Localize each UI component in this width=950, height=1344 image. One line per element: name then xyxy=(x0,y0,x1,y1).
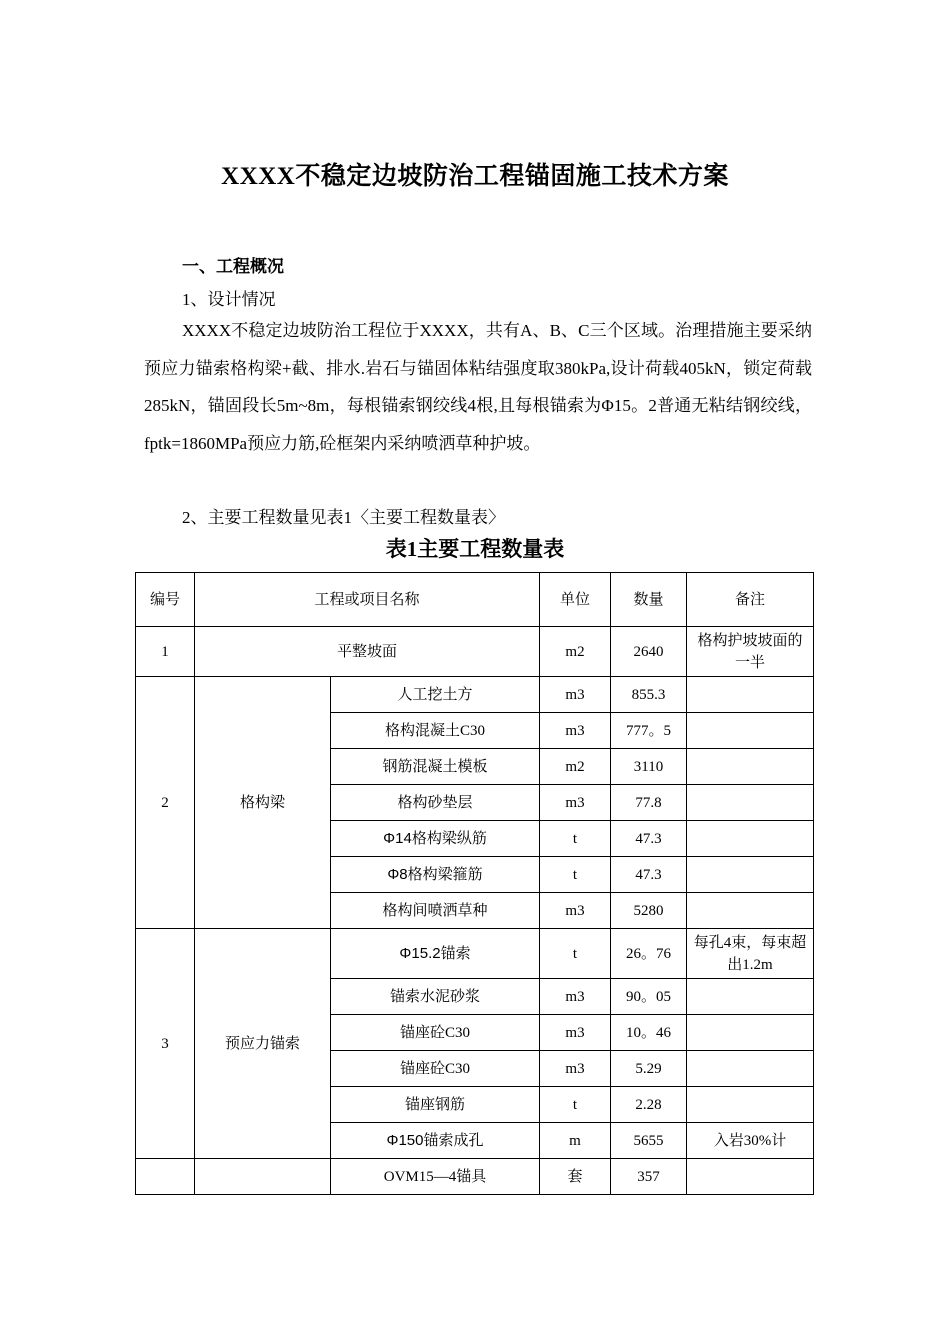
item-note xyxy=(687,1051,814,1087)
item-name: 锚座砼C30 xyxy=(331,1015,540,1051)
item-note: 每孔4束，每束超出1.2m xyxy=(687,929,814,979)
row-no: 1 xyxy=(136,627,195,677)
table-header-row xyxy=(136,573,814,627)
item-qty: 47.3 xyxy=(611,857,687,893)
item-qty: 5280 xyxy=(611,893,687,929)
item-unit: t xyxy=(540,1087,611,1123)
item-unit: m3 xyxy=(540,1015,611,1051)
item-qty: 3110 xyxy=(611,749,687,785)
row-qty: 2640 xyxy=(611,627,687,677)
group-no: 3 xyxy=(136,929,195,1159)
header-unit: 单位 xyxy=(540,573,611,627)
item-qty: 855.3 xyxy=(611,677,687,713)
item-unit: m3 xyxy=(540,893,611,929)
item-unit: m3 xyxy=(540,1051,611,1087)
item-name: Φ8格构梁箍筋 xyxy=(331,857,540,893)
item-unit: m3 xyxy=(540,713,611,749)
row-unit: m2 xyxy=(540,627,611,677)
item-unit: m3 xyxy=(540,979,611,1015)
item-qty: 357 xyxy=(611,1159,687,1195)
item-unit: m3 xyxy=(540,785,611,821)
item-note xyxy=(687,713,814,749)
item-qty: 777。5 xyxy=(611,713,687,749)
table-title: 表1主要工程数量表 xyxy=(385,537,565,561)
section-heading-overview: 一、工程概况 xyxy=(182,257,284,276)
header-qty: 数量 xyxy=(611,573,687,627)
item-qty: 90。05 xyxy=(611,979,687,1015)
group-name: 预应力锚索 xyxy=(195,929,331,1159)
empty-cell xyxy=(195,1159,331,1195)
item-note xyxy=(687,1015,814,1051)
item-name: Φ150锚索成孔 xyxy=(331,1123,540,1159)
table-row xyxy=(136,929,814,979)
item-unit: m xyxy=(540,1123,611,1159)
item-qty: 47.3 xyxy=(611,821,687,857)
design-paragraph: XXXX不稳定边坡防治工程位于XXXX，共有A、B、C三个区域。治理措施主要采纳预应力锚索格构梁+截、排水.岩石与锚固体粘结强度取380kPa,设计荷载405kN，锁定荷载285kN，锚固段长5m~8m，每根锚索钢绞线4根,且每根锚索为Φ15。2普通无粘结钢绞线，fptk=1860MPa预应力筋,砼框架内采纳喷洒草种护坡。 xyxy=(144,321,812,453)
item-qty: 26。76 xyxy=(611,929,687,979)
item-note xyxy=(687,857,814,893)
item-note xyxy=(687,979,814,1015)
item-name: 格构砂垫层 xyxy=(331,785,540,821)
item-name: 锚座钢筋 xyxy=(331,1087,540,1123)
item-name: 锚座砼C30 xyxy=(331,1051,540,1087)
item-qty: 10。46 xyxy=(611,1015,687,1051)
item-qty: 77.8 xyxy=(611,785,687,821)
item-note xyxy=(687,677,814,713)
item-qty: 5655 xyxy=(611,1123,687,1159)
item-note xyxy=(687,1087,814,1123)
header-note: 备注 xyxy=(687,573,814,627)
quantity-table xyxy=(135,572,814,1195)
empty-cell xyxy=(687,1159,814,1195)
table-row xyxy=(136,677,814,713)
item-note xyxy=(687,821,814,857)
item-qty: 2.28 xyxy=(611,1087,687,1123)
item-name: 钢筋混凝土模板 xyxy=(331,749,540,785)
item-note: 入岩30%计 xyxy=(687,1123,814,1159)
row-note: 格构护坡坡面的一半 xyxy=(687,627,814,677)
item-name: Φ15.2锚索 xyxy=(331,929,540,979)
item-unit: 套 xyxy=(540,1159,611,1195)
item-note xyxy=(687,749,814,785)
group-no: 2 xyxy=(136,677,195,929)
item-name: OVM15—4锚具 xyxy=(331,1159,540,1195)
item-unit: m2 xyxy=(540,749,611,785)
item-name: 人工挖土方 xyxy=(331,677,540,713)
item-name: Φ14格构梁纵筋 xyxy=(331,821,540,857)
subheading-design: 1、设计情况 xyxy=(182,290,276,309)
item-unit: m3 xyxy=(540,677,611,713)
header-no: 编号 xyxy=(136,573,195,627)
subheading-quantities: 2、主要工程数量见表1〈主要工程数量表〉 xyxy=(182,508,505,527)
item-name: 格构混凝土C30 xyxy=(331,713,540,749)
item-unit: t xyxy=(540,857,611,893)
row-name: 平整坡面 xyxy=(195,627,540,677)
item-qty: 5.29 xyxy=(611,1051,687,1087)
document-title: XXXX不稳定边坡防治工程锚固施工技术方案 xyxy=(221,163,729,190)
item-name: 锚索水泥砂浆 xyxy=(331,979,540,1015)
item-note xyxy=(687,785,814,821)
item-unit: t xyxy=(540,929,611,979)
group-name: 格构梁 xyxy=(195,677,331,929)
table-row xyxy=(136,627,814,677)
header-name: 工程或项目名称 xyxy=(195,573,540,627)
item-name: 格构间喷洒草种 xyxy=(331,893,540,929)
table-row xyxy=(136,1159,814,1195)
item-note xyxy=(687,893,814,929)
item-unit: t xyxy=(540,821,611,857)
empty-cell xyxy=(136,1159,195,1195)
